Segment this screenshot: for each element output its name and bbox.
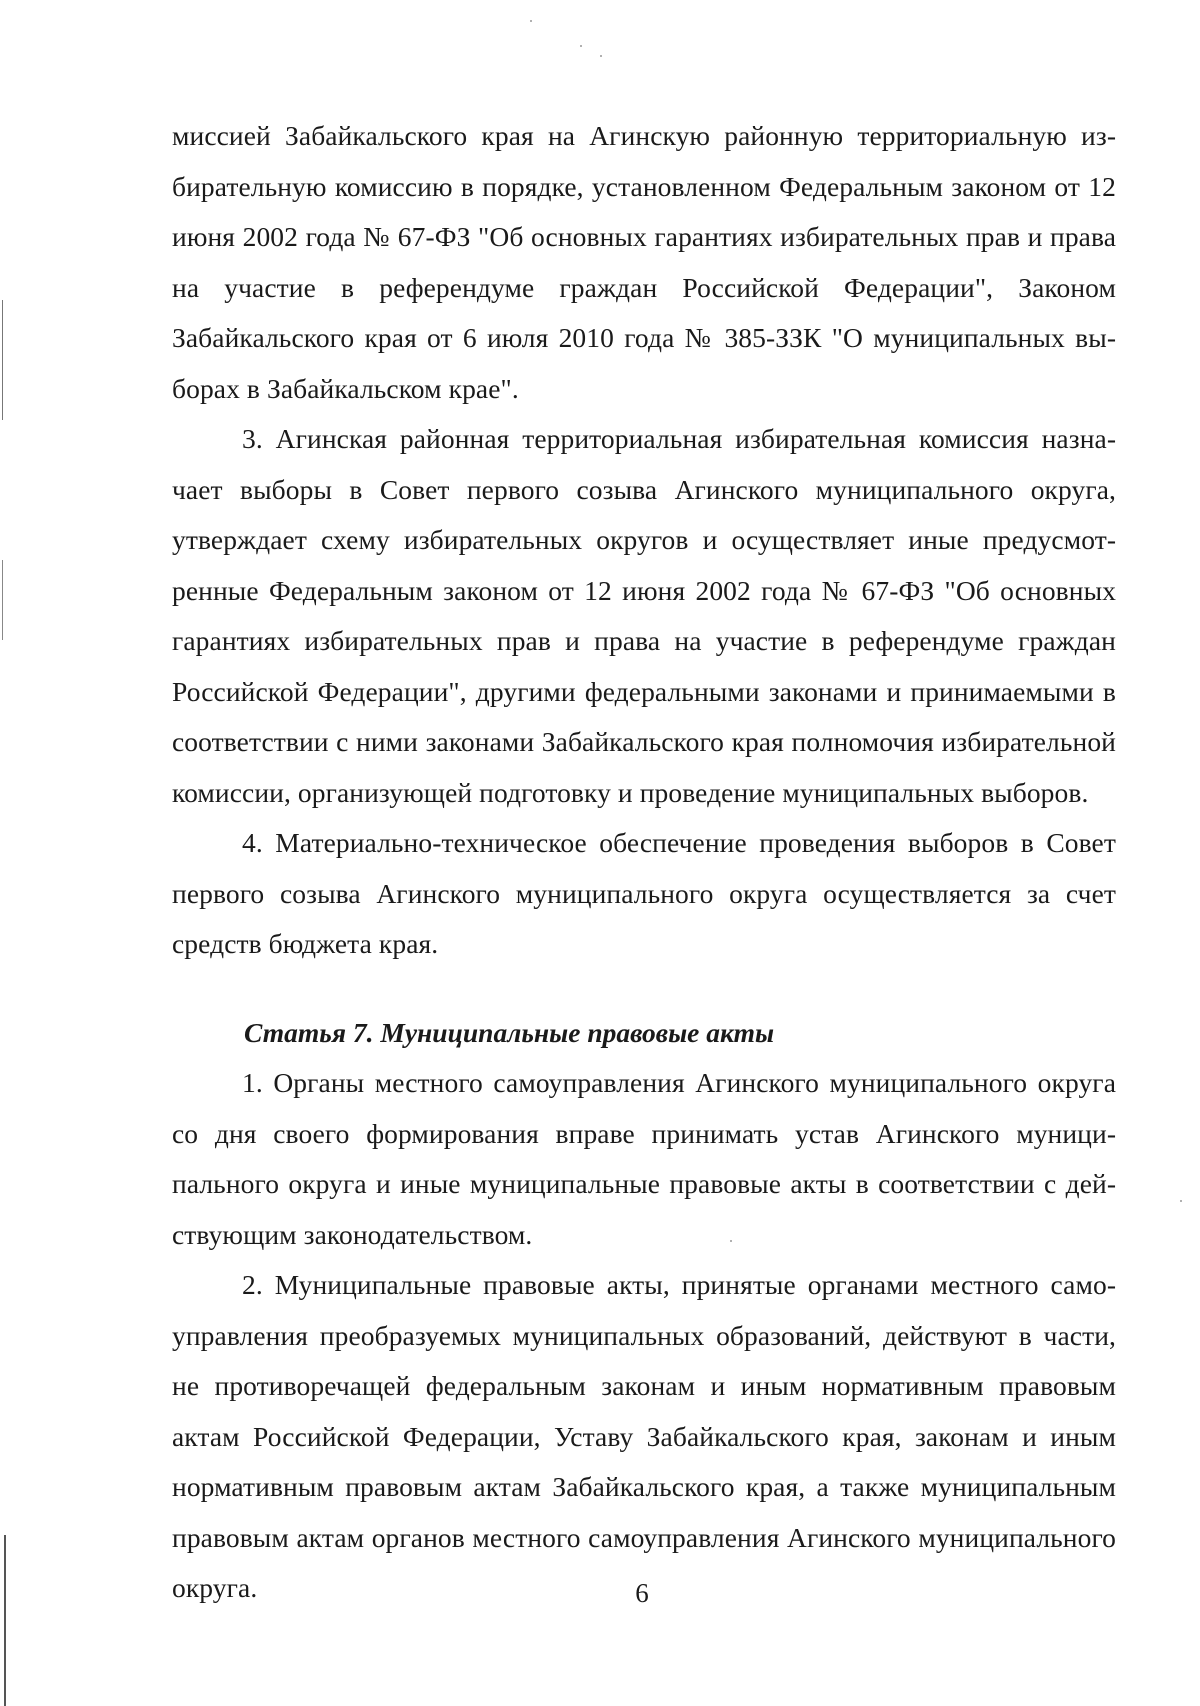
paragraph-article-7-item-2: 2. Муниципальные правовые акты, принятые органами местного самоуправления преобразуемых муниципальных образований, действуют в части, не противоречащей федеральным законам и иным нормативным правовым актам Российской Федерации, Уставу Забайкальского края, законам и иным нормативным правовым актам Забайкальского края, а также муниципальным правовым актам органов местного самоуправления Агинского муниципального округа. [172, 1269, 1116, 1603]
scan-speck [1180, 1200, 1182, 1202]
scan-speck [530, 20, 532, 22]
scan-edge-line [4, 1535, 6, 1706]
article-heading: Статья 7. Муниципальные правовые акты [244, 1017, 775, 1048]
body-text-top [172, 111, 1116, 970]
paragraph-continuation: миссией Забайкальского края на Агинскую районную территориальную избирательную комиссию в порядке, установленном Федеральным законом от 12 июня 2002 года № 67-ФЗ "Об основных гарантиях избирательных прав и права на участие в референдуме граждан Российской Федерации", Законом Забайкальского края от 6 июля 2010 года № 385-ЗЗК "О муниципальных выборах в Забайкальском крае". [172, 120, 1116, 404]
page-number: 6 [635, 1578, 649, 1608]
scan-edge-mark [2, 560, 3, 640]
body-text-bottom [172, 1058, 1116, 1614]
paragraph-item-4: 4. Материально-техническое обеспечение проведения выборов в Совет первого созыва Агинского муниципального округа осуществляется за счет средств бюджета края. [172, 827, 1116, 959]
paragraph-item-3: 3. Агинская районная территориальная избирательная комиссия назначает выборы в Совет первого созыва Агинского муниципального округа, утверждает схему избирательных округов и осуществляет иные предусмотренные Федеральным законом от 12 июня 2002 года № 67-ФЗ "Об основных гарантиях избирательных прав и права на участие в референдуме граждан Российской Федерации", другими федеральными законами и принимаемыми в соответствии с ними законами Забайкальского края полномочия избирательной комиссии, организующей подготовку и проведение муниципальных выборов. [172, 423, 1116, 808]
scan-speck [730, 1240, 732, 1242]
scan-edge-mark [2, 300, 3, 420]
scan-speck [580, 45, 582, 47]
scan-speck [600, 55, 602, 57]
paragraph-article-7-item-1: 1. Органы местного самоуправления Агинского муниципального округа со дня своего формирования вправе принимать устав Агинского муниципального округа и иные муниципальные правовые акты в соответствии с действующим законодательством. [172, 1067, 1116, 1250]
